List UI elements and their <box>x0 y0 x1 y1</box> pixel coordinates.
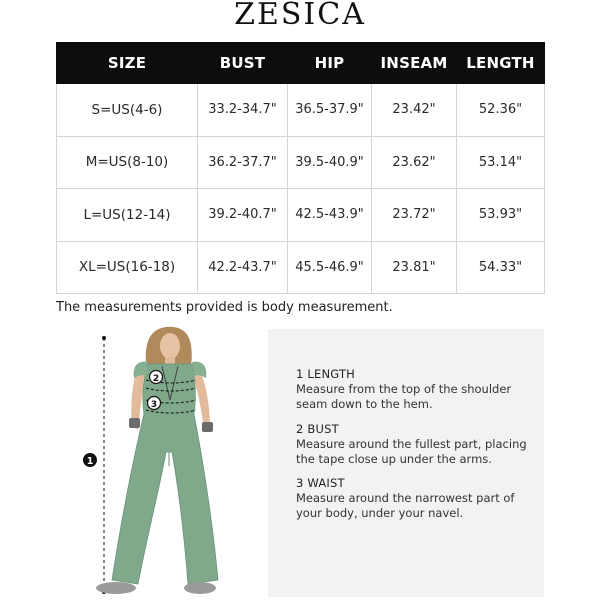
table-row <box>57 136 545 189</box>
length-cell: 52.36" <box>457 84 545 137</box>
inseam-cell: 23.81" <box>372 241 457 294</box>
right-bracelet <box>202 422 213 432</box>
bust-cell: 33.2-34.7" <box>198 84 288 137</box>
marker-1 <box>83 453 97 467</box>
length-cell: 53.93" <box>457 189 545 242</box>
measurement-instructions <box>268 329 544 597</box>
hip-cell: 45.5-46.9" <box>288 241 372 294</box>
marker-3-label: 3 <box>150 400 158 410</box>
header-inseam: INSEAM <box>372 43 457 84</box>
left-shoe <box>96 582 136 594</box>
length-cell: 54.33" <box>457 241 545 294</box>
inseam-cell: 23.42" <box>372 84 457 137</box>
table-row <box>57 189 545 242</box>
marker-3 <box>148 397 161 411</box>
table-row <box>57 84 545 137</box>
header-size: SIZE <box>57 43 198 84</box>
size-cell: M=US(8-10) <box>57 136 198 189</box>
instruction-title: 3 WAIST <box>296 476 345 490</box>
table-row <box>57 241 545 294</box>
instruction-text: Measure around the fullest part, placing the tape close up under the arms. <box>296 437 527 466</box>
marker-2-label: 2 <box>152 374 160 384</box>
hip-cell: 42.5-43.9" <box>288 189 372 242</box>
hip-cell: 39.5-40.9" <box>288 136 372 189</box>
brand-logo: ZESICA <box>234 0 366 32</box>
header-hip: HIP <box>288 43 372 84</box>
inseam-cell: 23.62" <box>372 136 457 189</box>
model-figure <box>56 326 268 600</box>
instruction-waist <box>296 476 536 521</box>
size-table <box>56 42 545 294</box>
hip-cell: 36.5-37.9" <box>288 84 372 137</box>
instruction-title: 2 BUST <box>296 422 339 436</box>
size-cell: S=US(4-6) <box>57 84 198 137</box>
size-cell: L=US(12-14) <box>57 189 198 242</box>
instruction-title: 1 LENGTH <box>296 367 356 381</box>
bust-cell: 36.2-37.7" <box>198 136 288 189</box>
measurement-note: The measurements provided is body measurement. <box>56 300 393 315</box>
length-cell: 53.14" <box>457 136 545 189</box>
inseam-cell: 23.72" <box>372 189 457 242</box>
size-cell: XL=US(16-18) <box>57 241 198 294</box>
instruction-text: Measure around the narrowest part of your body, under your navel. <box>296 491 515 520</box>
left-bracelet <box>129 418 140 428</box>
length-guide <box>102 336 106 594</box>
bust-cell: 42.2-43.7" <box>198 241 288 294</box>
right-shoe <box>184 582 216 594</box>
marker-1-label: 1 <box>86 456 94 467</box>
header-bust: BUST <box>198 43 288 84</box>
header-length: LENGTH <box>457 43 545 84</box>
table-header-row <box>57 43 545 84</box>
instruction-text: Measure from the top of the shoulder seam down to the hem. <box>296 382 512 411</box>
instruction-bust <box>296 422 536 467</box>
bust-cell: 39.2-40.7" <box>198 189 288 242</box>
marker-2 <box>150 371 163 385</box>
instruction-length <box>296 367 536 412</box>
model-face <box>160 333 180 359</box>
